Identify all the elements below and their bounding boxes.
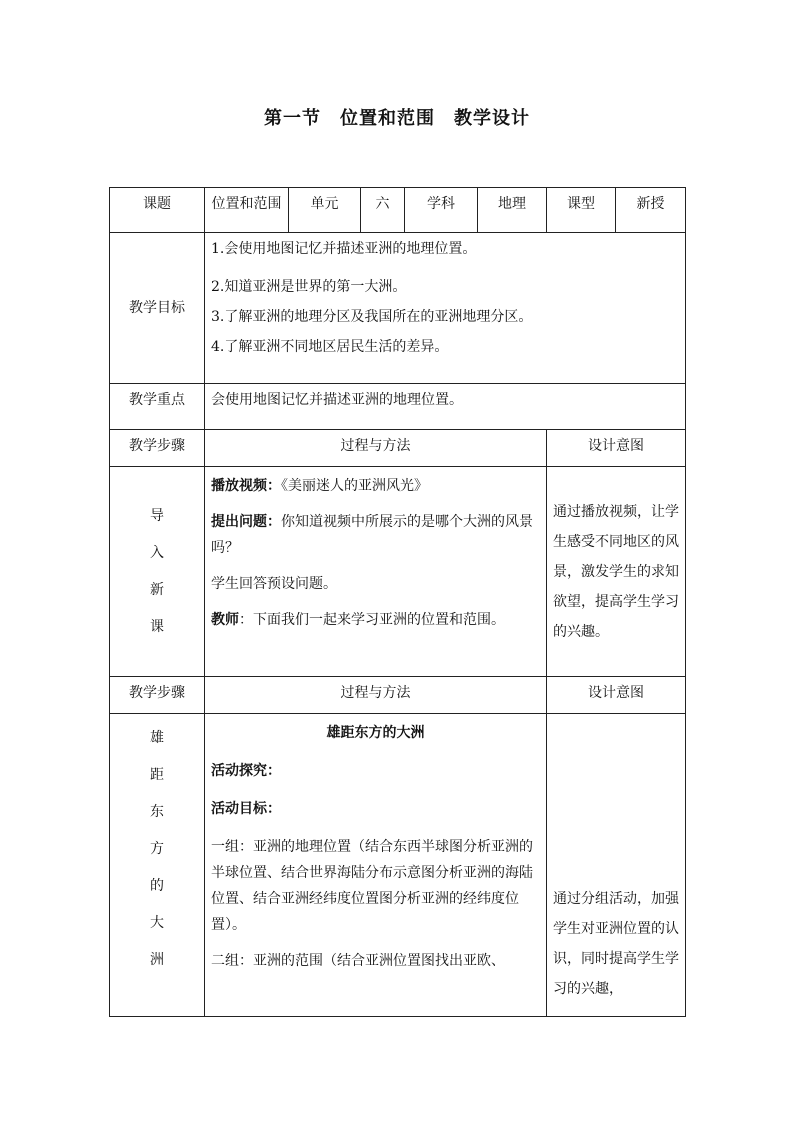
intro-label-char: 导 [150,507,164,524]
teacher-line [211,607,540,633]
intro-row [110,467,686,677]
intro-process [205,467,547,677]
header-cell-subject: 地理 [478,188,547,233]
section2-row [110,714,686,1017]
intro-label-char: 入 [150,544,164,561]
teacher-label: 教师 [211,612,239,628]
header-cell-topic: 位置和范围 [205,188,289,233]
section2-heading: 雄距东方的大洲 [326,725,425,741]
video-line [211,473,540,499]
activity-goal-label: 活动目标： [211,801,281,817]
header-cell-topic-label: 课题 [110,188,205,233]
focus-label: 教学重点 [110,384,205,430]
steps-header-step: 教学步骤 [110,430,205,467]
answer-line: 学生回答预设问题。 [211,576,337,592]
steps-header-process: 过程与方法 [205,430,547,467]
steps-header-row [110,677,686,714]
section2-label-char: 的 [150,878,164,894]
page-title: 第一节 位置和范围 教学设计 [264,108,530,129]
intro-label-char: 课 [150,618,164,635]
group2-text: 二组：亚洲的范围（结合亚洲位置图找出亚欧、 [211,953,505,969]
header-cell-type-label: 课型 [547,188,616,233]
steps-header-row [110,430,686,467]
activity-label: 活动探究： [211,763,281,779]
question-line [211,509,540,561]
section2-label-char: 大 [150,915,164,931]
focus-row [110,384,686,430]
steps-header-process: 过程与方法 [205,677,547,714]
section2-label-char: 东 [150,804,164,820]
section2-label-char: 方 [150,841,164,857]
question-text: 你知道视频中所展示的是哪个大洲的风景吗？ [211,514,533,556]
goal-item: 3.了解亚洲的地理分区及我国所在的亚洲地理分区。 [211,309,533,325]
video-label: 播放视频： [211,478,281,494]
goals-content [205,233,686,384]
section2-label-char: 距 [150,767,164,783]
intro-label-char: 新 [150,581,164,598]
header-row [110,188,686,233]
lesson-plan-table [109,187,686,1017]
intro-intent: 通过播放视频，让学生感受不同地区的风景，激发学生的求知欲望，提高学生学习的兴趣。 [547,467,686,677]
focus-text: 会使用地图记忆并描述亚洲的地理位置。 [205,384,686,430]
section2-label-char: 雄 [150,730,164,746]
intro-label [110,467,205,677]
question-label: 提出问题： [211,514,281,530]
section2-intent: 通过分组活动，加强学生对亚洲位置的认识，同时提高学生学习的兴趣， [547,714,686,1017]
goal-item: 2.知道亚洲是世界的第一大洲。 [211,279,407,295]
goals-label: 教学目标 [110,233,205,384]
section2-label [110,714,205,1017]
steps-header-intent: 设计意图 [547,430,686,467]
goals-row [110,233,686,384]
goal-item: 1.会使用地图记忆并描述亚洲的地理位置。 [211,241,477,257]
header-cell-type: 新授 [616,188,686,233]
goal-item: 4.了解亚洲不同地区居民生活的差异。 [211,339,449,355]
video-text: 《美丽迷人的亚洲风光》 [281,478,428,494]
section2-process [205,714,547,1017]
header-cell-subject-label: 学科 [405,188,478,233]
header-cell-unit-label: 单元 [289,188,361,233]
steps-header-intent: 设计意图 [547,677,686,714]
teacher-text: ：下面我们一起来学习亚洲的位置和范围。 [239,612,505,628]
header-cell-unit: 六 [361,188,405,233]
steps-header-step: 教学步骤 [110,677,205,714]
group1-text: 一组：亚洲的地理位置（结合东西半球图分析亚洲的半球位置、结合世界海陆分布示意图分析亚洲的海陆位置、结合亚洲经纬度位置图分析亚洲的经纬度位置）。 [211,839,533,933]
section2-label-char: 洲 [150,952,164,968]
